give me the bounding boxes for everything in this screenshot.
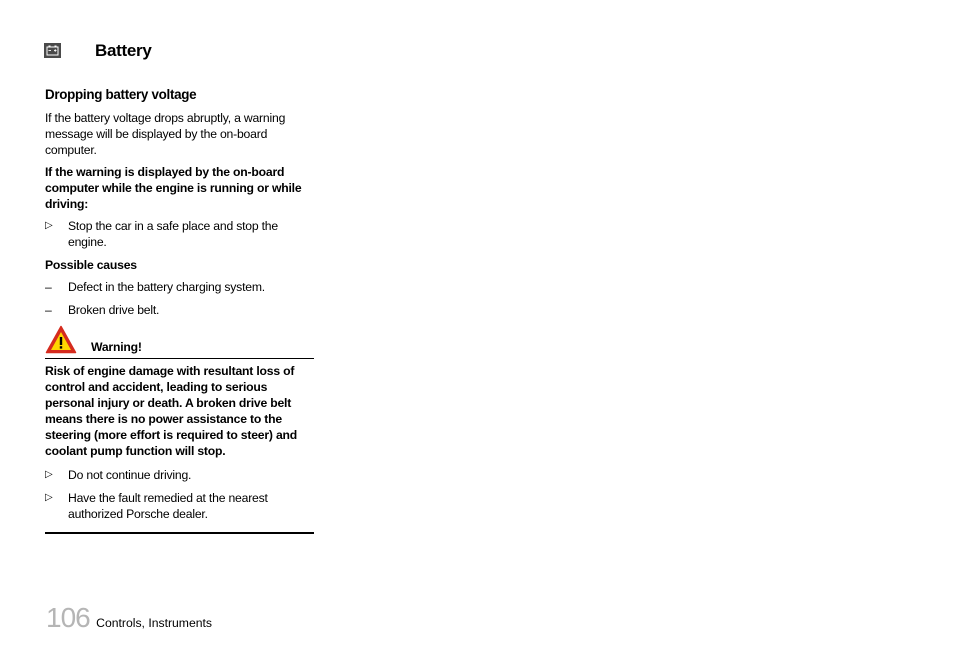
condition-paragraph: If the warning is displayed by the on-board computer while the engine is running or while driving: — [45, 165, 302, 211]
intro-paragraph: If the battery voltage drops abruptly, a warning message will be displayed by the on-board computer. — [45, 111, 286, 157]
warning-triangle-icon — [45, 325, 77, 354]
page-section-name: Controls, Instruments — [96, 616, 212, 630]
causes-heading: Possible causes — [45, 258, 137, 272]
triangle-bullet-icon: ▷ — [45, 220, 53, 231]
warning-header — [45, 325, 314, 359]
subheading: Dropping battery voltage — [45, 87, 197, 102]
content-column — [45, 86, 314, 534]
dash-bullet: – — [45, 303, 52, 317]
section-header — [44, 40, 344, 62]
warning-label: Warning! — [91, 340, 142, 354]
page-footer — [46, 602, 212, 636]
step-item — [45, 218, 314, 250]
dash-bullet: – — [45, 280, 52, 294]
page-number: 106 — [46, 602, 90, 633]
warning-action-text: Do not continue driving. — [68, 468, 192, 482]
cause-text: Broken drive belt. — [68, 303, 160, 317]
warning-text: Risk of engine damage with resultant loss of control and accident, leading to serious personal injury or death. A broken drive belt means there is no power assistance to the steering (more effort is required to steer) and coolant pump function will stop. — [45, 364, 298, 458]
section-title: Battery — [95, 41, 152, 60]
warning-action-text: Have the fault remedied at the nearest authorized Porsche dealer. — [68, 491, 268, 521]
battery-icon — [44, 43, 61, 58]
warning-action-item — [45, 467, 314, 483]
cause-item — [45, 279, 314, 295]
warning-box — [45, 325, 314, 534]
cause-text: Defect in the battery charging system. — [68, 280, 265, 294]
triangle-bullet-icon: ▷ — [45, 492, 53, 503]
step-text: Stop the car in a safe place and stop the engine. — [68, 219, 278, 249]
triangle-bullet-icon: ▷ — [45, 469, 53, 480]
cause-item — [45, 302, 314, 318]
warning-action-item — [45, 490, 314, 522]
